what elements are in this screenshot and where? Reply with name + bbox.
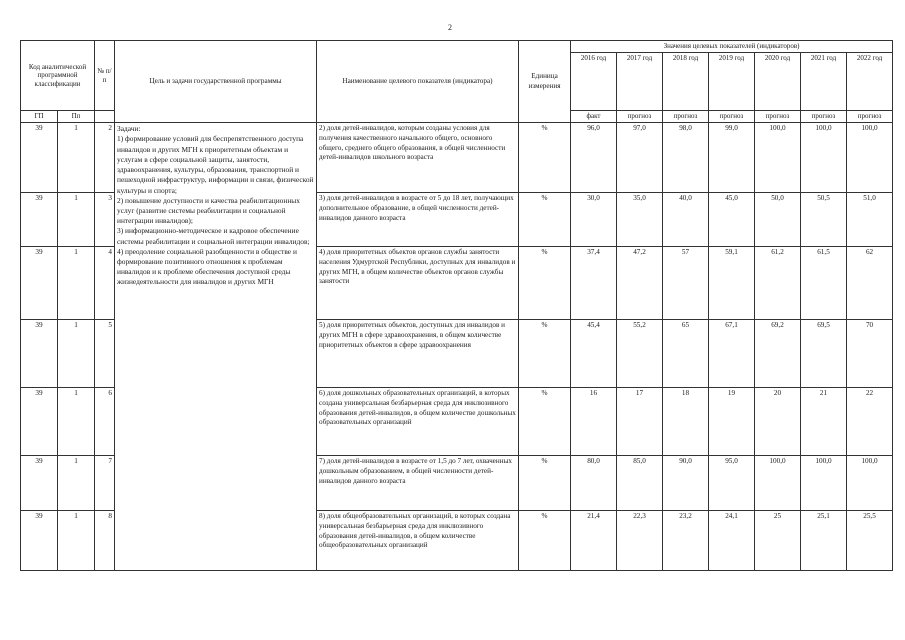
year-header: 2017 год <box>617 53 663 111</box>
pp-code-cell: 1 <box>58 456 95 511</box>
gp-code-cell: 39 <box>21 320 58 388</box>
indicator-value-cell: 98,0 <box>663 123 709 193</box>
unit-cell: % <box>519 247 571 320</box>
indicator-value-cell: 21,4 <box>571 511 617 571</box>
indicator-name-cell: 6) доля дошкольных образовательных организаций, в которых создана универсальная безбарьерная среда для инклюзивного образования детей-инвалидов, в общем количестве дошкольных образовательных организаций <box>317 388 519 456</box>
value-kind-header: прогноз <box>801 111 847 123</box>
indicator-value-cell: 25,1 <box>801 511 847 571</box>
year-header: 2019 год <box>709 53 755 111</box>
goal-header: Цель и задачи государственной программы <box>115 41 317 123</box>
value-kind-header: прогноз <box>755 111 801 123</box>
indicator-value-cell: 22 <box>847 388 893 456</box>
gp-code-cell: 39 <box>21 247 58 320</box>
indicator-value-cell: 100,0 <box>847 123 893 193</box>
indicator-value-cell: 99,0 <box>709 123 755 193</box>
row-number-cell: 5 <box>95 320 115 388</box>
indicator-name-cell: 7) доля детей-инвалидов в возрасте от 1,5 до 7 лет, охваченных дошкольным образованием, в общей численности детей-инвалидов данного возраста <box>317 456 519 511</box>
indicator-name-cell: 5) доля приоритетных объектов, доступных для инвалидов и других МГН в сфере здравоохранения, в общем количестве приоритетных объектов в сфере здравоохранения <box>317 320 519 388</box>
indicator-value-cell: 70 <box>847 320 893 388</box>
indicator-header: Наименование целевого показателя (индикатора) <box>317 41 519 123</box>
pp-code-cell: 1 <box>58 320 95 388</box>
row-number-cell: 3 <box>95 193 115 247</box>
indicator-value-cell: 59,1 <box>709 247 755 320</box>
year-header: 2020 год <box>755 53 801 111</box>
indicator-value-cell: 85,0 <box>617 456 663 511</box>
row-number-cell: 8 <box>95 511 115 571</box>
indicator-value-cell: 17 <box>617 388 663 456</box>
indicator-value-cell: 95,0 <box>709 456 755 511</box>
value-kind-header: факт <box>571 111 617 123</box>
indicator-value-cell: 45,0 <box>709 193 755 247</box>
indicator-value-cell: 80,0 <box>571 456 617 511</box>
indicator-value-cell: 97,0 <box>617 123 663 193</box>
indicator-value-cell: 100,0 <box>801 456 847 511</box>
gp-code-cell: 39 <box>21 511 58 571</box>
indicator-value-cell: 51,0 <box>847 193 893 247</box>
indicator-value-cell: 61,2 <box>755 247 801 320</box>
unit-cell: % <box>519 456 571 511</box>
values-header: Значения целевых показателей (индикаторов) <box>571 41 893 53</box>
indicator-value-cell: 37,4 <box>571 247 617 320</box>
value-kind-header: прогноз <box>663 111 709 123</box>
indicator-value-cell: 47,2 <box>617 247 663 320</box>
indicator-value-cell: 16 <box>571 388 617 456</box>
indicator-value-cell: 55,2 <box>617 320 663 388</box>
value-kind-header: прогноз <box>617 111 663 123</box>
unit-cell: % <box>519 123 571 193</box>
year-header: 2022 год <box>847 53 893 111</box>
indicator-value-cell: 24,1 <box>709 511 755 571</box>
indicator-value-cell: 69,5 <box>801 320 847 388</box>
row-number-cell: 4 <box>95 247 115 320</box>
goal-tasks-cell: Задачи: 1) формирование условий для беспрепятственного доступа инвалидов и других МГН к приоритетным объектам и услугам в сфере социальной защиты, занятости, здравоохранения, культуры, образования, транспортной и пешеходной инфраструктур, информации и связи, физической культуры и спорта; 2) повышение доступности и качества реабилитационных услуг (развитие системы реабилитации и социальной интеграции инвалидов); 3) информационно-методическое и кадровое обеспечение системы реабилитации и социальной интеграции инвалидов; 4) преодоление социальной разобщенности в обществе и формирование позитивного отношения к проблемам инвалидов и к проблеме обеспечения доступной среды жизнедеятельности для инвалидов и других МГН <box>115 123 317 571</box>
unit-cell: % <box>519 388 571 456</box>
indicator-value-cell: 45,4 <box>571 320 617 388</box>
indicator-value-cell: 30,0 <box>571 193 617 247</box>
gp-code-cell: 39 <box>21 388 58 456</box>
indicator-value-cell: 20 <box>755 388 801 456</box>
indicator-value-cell: 69,2 <box>755 320 801 388</box>
number-header: № п/п <box>95 41 115 111</box>
indicator-value-cell: 100,0 <box>755 456 801 511</box>
indicator-value-cell: 21 <box>801 388 847 456</box>
indicator-name-cell: 3) доля детей-инвалидов в возрасте от 5 до 18 лет, получающих дополнительное образование, в общей численности детей-инвалидов данного возраста <box>317 193 519 247</box>
year-header: 2021 год <box>801 53 847 111</box>
unit-cell: % <box>519 320 571 388</box>
pp-code-cell: 1 <box>58 193 95 247</box>
gp-code-cell: 39 <box>21 123 58 193</box>
gp-code-cell: 39 <box>21 193 58 247</box>
indicator-value-cell: 50,0 <box>755 193 801 247</box>
indicator-value-cell: 18 <box>663 388 709 456</box>
pp-code-cell: 1 <box>58 511 95 571</box>
indicator-value-cell: 40,0 <box>663 193 709 247</box>
indicator-value-cell: 65 <box>663 320 709 388</box>
year-header: 2018 год <box>663 53 709 111</box>
indicator-value-cell: 23,2 <box>663 511 709 571</box>
year-header: 2016 год <box>571 53 617 111</box>
indicator-name-cell: 8) доля общеобразовательных организаций, в которых создана универсальная безбарьерная среда для инклюзивного образования детей-инвалидов, в общем количестве общеобразовательных организаций <box>317 511 519 571</box>
indicator-value-cell: 25,5 <box>847 511 893 571</box>
indicator-value-cell: 50,5 <box>801 193 847 247</box>
value-kind-header: прогноз <box>709 111 755 123</box>
table-row <box>21 123 893 193</box>
pp-code-cell: 1 <box>58 123 95 193</box>
row-number-cell: 7 <box>95 456 115 511</box>
row-number-cell: 2 <box>95 123 115 193</box>
unit-cell: % <box>519 511 571 571</box>
unit-header: Единица измерения <box>519 41 571 123</box>
indicator-value-cell: 100,0 <box>801 123 847 193</box>
indicator-value-cell: 67,1 <box>709 320 755 388</box>
pp-code-cell: 1 <box>58 388 95 456</box>
unit-cell: % <box>519 193 571 247</box>
pp-code-cell: 1 <box>58 247 95 320</box>
gp-header: ГП <box>21 111 58 123</box>
indicator-value-cell: 100,0 <box>755 123 801 193</box>
indicator-value-cell: 35,0 <box>617 193 663 247</box>
indicator-value-cell: 90,0 <box>663 456 709 511</box>
indicator-value-cell: 19 <box>709 388 755 456</box>
indicator-value-cell: 62 <box>847 247 893 320</box>
page-number: 2 <box>448 23 452 32</box>
pp-header: Пп <box>58 111 95 123</box>
value-kind-header: прогноз <box>847 111 893 123</box>
indicator-name-cell: 4) доля приоритетных объектов органов службы занятости населения Удмуртской Республики, доступных для инвалидов и других МГН, в общем количестве объектов органов службы занятости <box>317 247 519 320</box>
indicator-value-cell: 61,5 <box>801 247 847 320</box>
code-header: Код аналитической программной классификации <box>21 41 95 111</box>
indicator-value-cell: 96,0 <box>571 123 617 193</box>
indicator-value-cell: 22,3 <box>617 511 663 571</box>
row-number-cell: 6 <box>95 388 115 456</box>
gp-code-cell: 39 <box>21 456 58 511</box>
indicator-value-cell: 25 <box>755 511 801 571</box>
indicator-value-cell: 57 <box>663 247 709 320</box>
indicator-name-cell: 2) доля детей-инвалидов, которым созданы условия для получения качественного начального общего, основного общего, среднего общего образования, в общей численности детей-инвалидов школьного возраста <box>317 123 519 193</box>
indicator-value-cell: 100,0 <box>847 456 893 511</box>
indicators-table <box>20 40 893 571</box>
